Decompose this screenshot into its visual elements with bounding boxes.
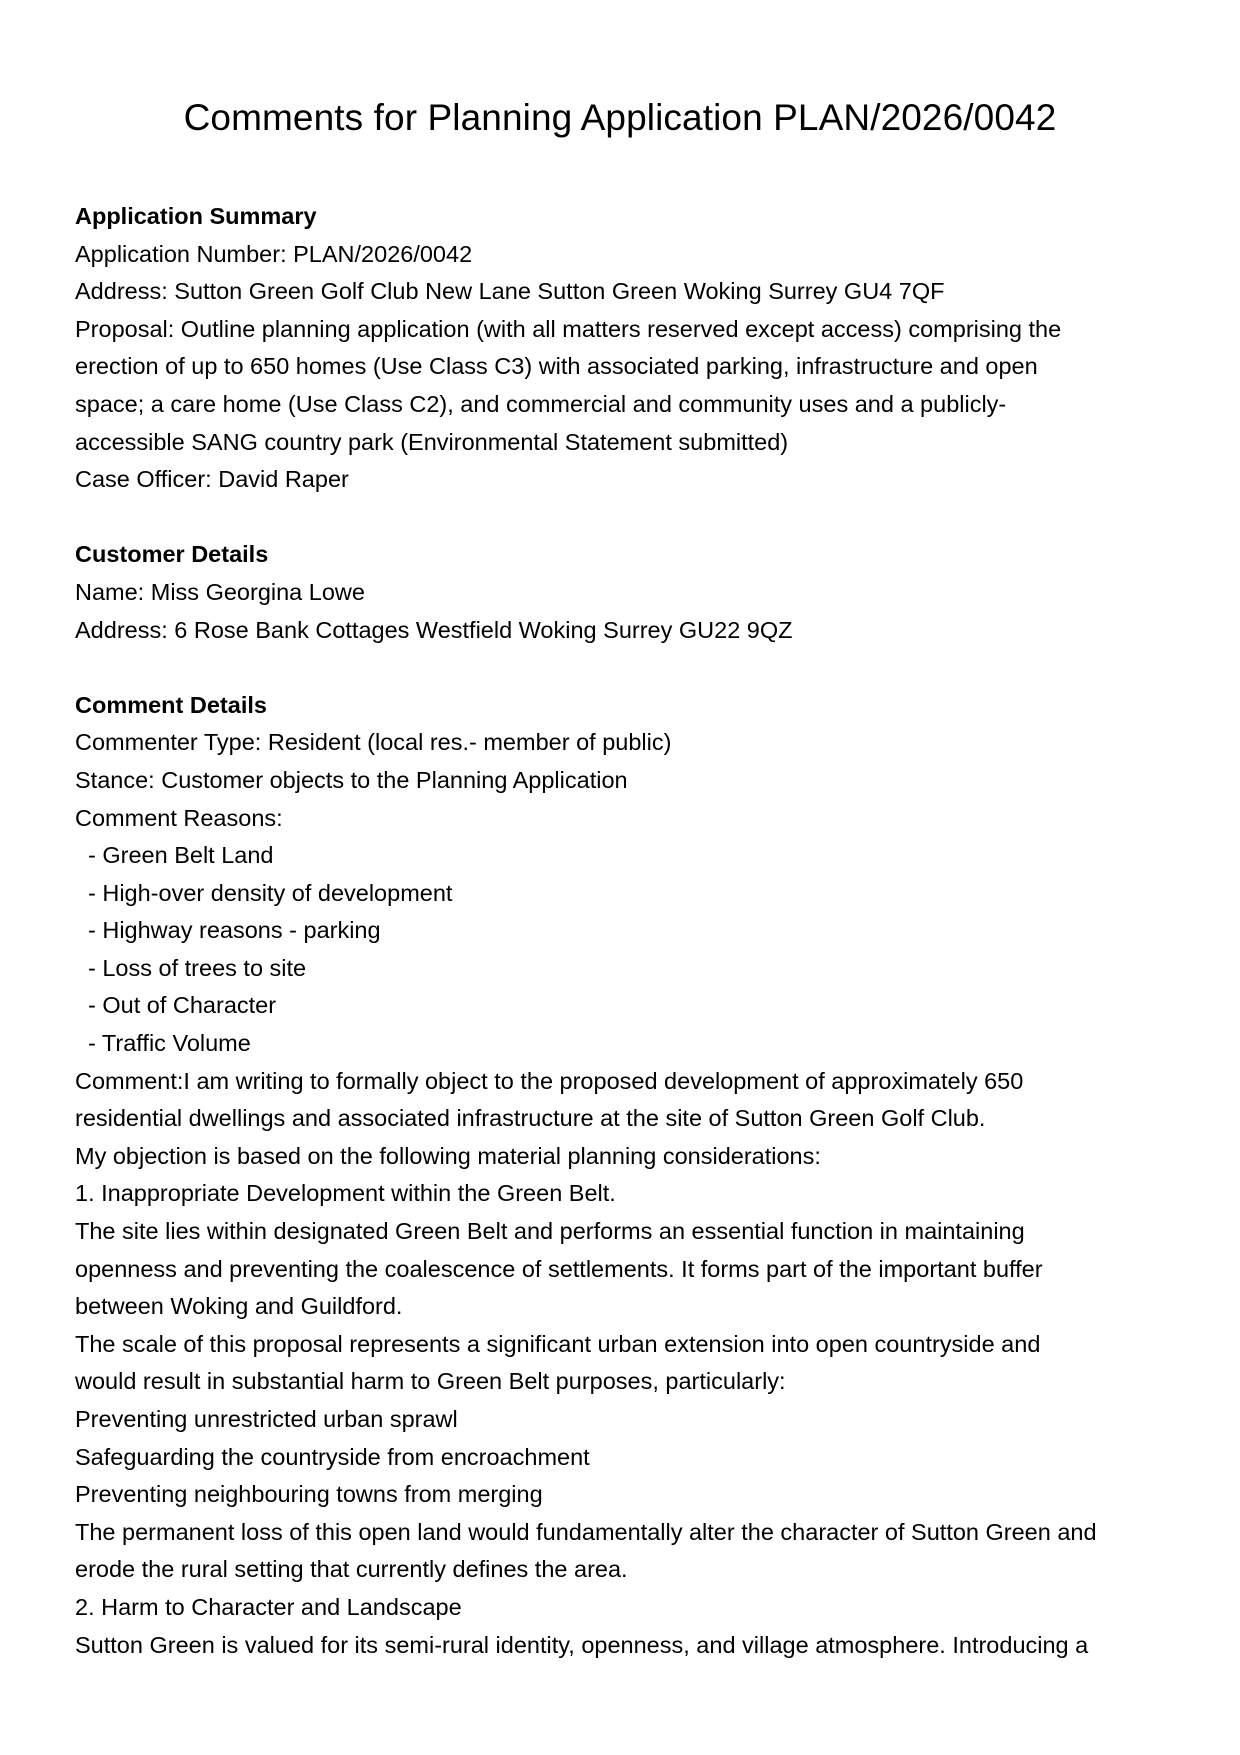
comment-reason-item: - Traffic Volume bbox=[88, 1030, 251, 1057]
comment-text-line: Preventing unrestricted urban sprawl bbox=[75, 1406, 458, 1432]
comment-text-line: 2. Harm to Character and Landscape bbox=[75, 1593, 462, 1620]
comment-text-line: My objection is based on the following material planning considerations: bbox=[75, 1142, 821, 1169]
customer-details-heading: Customer Details bbox=[75, 541, 269, 568]
comment-text-line: erode the rural setting that currently defines the area. bbox=[75, 1556, 628, 1583]
comment-reason-item: - Green Belt Land bbox=[88, 842, 274, 869]
customer-details-section bbox=[75, 536, 1185, 649]
comment-text-line: The permanent loss of this open land would fundamentally alter the character of Sutton Green and bbox=[75, 1518, 1097, 1545]
comment-details-section bbox=[75, 687, 1185, 1664]
comment-text-line: 1. Inappropriate Development within the Green Belt. bbox=[75, 1180, 616, 1207]
comment-text-line: Sutton Green is valued for its semi-rural identity, openness, and village atmosphere. Introducing a bbox=[75, 1631, 1089, 1658]
proposal-line: Proposal: Outline planning application (with all matters reserved except access) comprising the bbox=[75, 315, 1062, 342]
customer-name: Name: Miss Georgina Lowe bbox=[75, 578, 365, 605]
comment-text-line: Safeguarding the countryside from encroachment bbox=[75, 1443, 590, 1470]
stance: Stance: Customer objects to the Planning Application bbox=[75, 766, 628, 793]
customer-address: Address: 6 Rose Bank Cottages Westfield Woking Surrey GU22 9QZ bbox=[75, 616, 793, 643]
comment-text-line: residential dwellings and associated infrastructure at the site of Sutton Green Golf Club. bbox=[75, 1105, 986, 1132]
document-body bbox=[75, 198, 1185, 1664]
comment-reason-item: - Loss of trees to site bbox=[88, 954, 307, 981]
comment-reason-item: - Out of Character bbox=[88, 992, 277, 1019]
comment-text-line: openness and preventing the coalescence of settlements. It forms part of the important buffer bbox=[75, 1255, 1043, 1282]
comment-reason-item: - High-over density of development bbox=[88, 879, 453, 906]
proposal-line: accessible SANG country park (Environmental Statement submitted) bbox=[75, 428, 789, 455]
comment-reason-item: - Highway reasons - parking bbox=[88, 917, 381, 944]
section-spacer bbox=[75, 649, 1185, 687]
application-number: Application Number: PLAN/2026/0042 bbox=[75, 240, 473, 267]
application-summary-heading: Application Summary bbox=[75, 203, 317, 229]
comment-text-line: would result in substantial harm to Green Belt purposes, particularly: bbox=[75, 1368, 786, 1395]
application-summary-section bbox=[75, 198, 1185, 499]
case-officer: Case Officer: David Raper bbox=[75, 466, 349, 493]
comment-text-line: The site lies within designated Green Belt and performs an essential function in maintaining bbox=[75, 1218, 1025, 1245]
comment-text-line: between Woking and Guildford. bbox=[75, 1293, 403, 1320]
comment-text-line: Preventing neighbouring towns from merging bbox=[75, 1481, 543, 1508]
commenter-type: Commenter Type: Resident (local res.- member of public) bbox=[75, 729, 672, 756]
proposal-line: erection of up to 650 homes (Use Class C3) with associated parking, infrastructure and open bbox=[75, 353, 1038, 380]
page-title: Comments for Planning Application PLAN/2026/0042 bbox=[183, 97, 1057, 138]
comment-reasons-label: Comment Reasons: bbox=[75, 804, 283, 831]
section-spacer bbox=[75, 499, 1185, 537]
application-address: Address: Sutton Green Golf Club New Lane Sutton Green Woking Surrey GU4 7QF bbox=[75, 278, 945, 305]
proposal-line: space; a care home (Use Class C2), and commercial and community uses and a publicly- bbox=[75, 390, 1007, 417]
comment-details-heading: Comment Details bbox=[75, 691, 267, 718]
comment-text-line: The scale of this proposal represents a significant urban extension into open countryside and bbox=[75, 1330, 1041, 1357]
comment-text-line: Comment:I am writing to formally object to the proposed development of approximately 650 bbox=[75, 1067, 1024, 1094]
